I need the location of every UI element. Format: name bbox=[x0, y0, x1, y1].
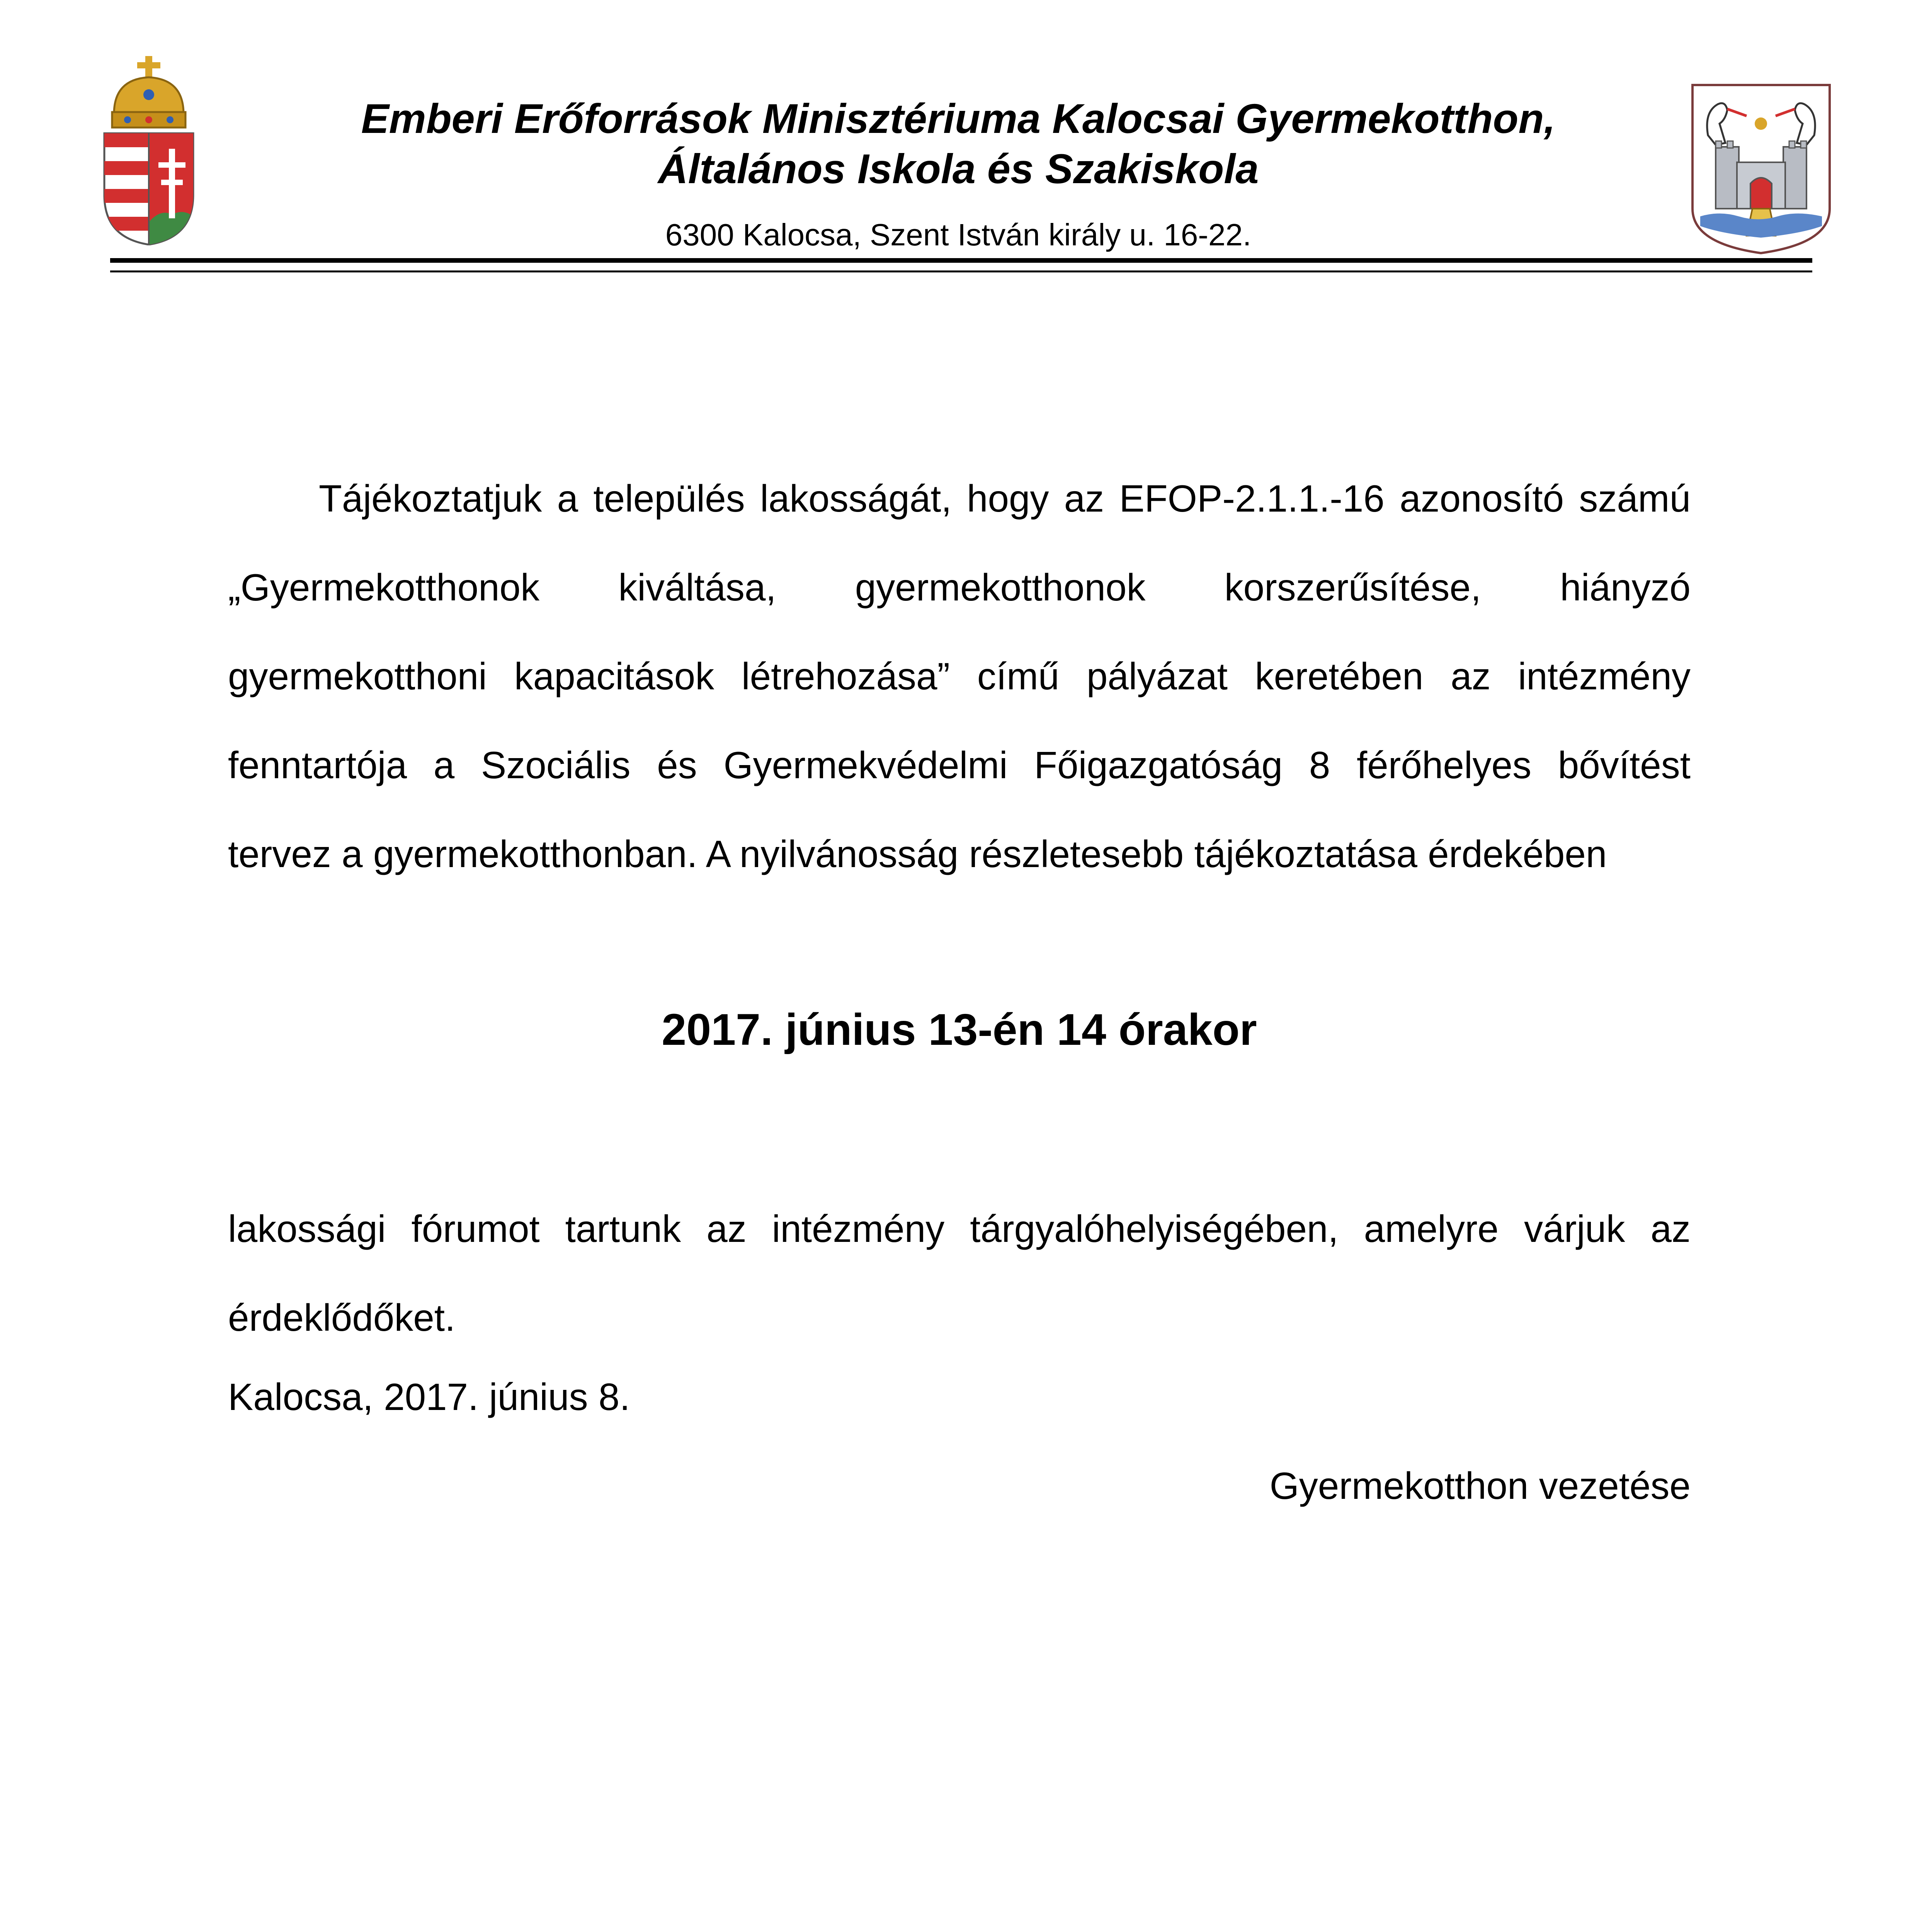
institution-title-line-1: Emberi Erőforrások Minisztériuma Kalocsai Gyermekotthon, bbox=[361, 95, 1556, 142]
paragraph-line: fenntartója a Szociális és Gyermekvédelmi Főigazgatóság 8 férőhelyes bővítést bbox=[228, 744, 1691, 786]
institution-title-line-2: Általános Iskola és Szakiskola bbox=[658, 145, 1259, 192]
paragraph-line: tervez a gyermekotthonban. A nyilvánosság részletesebb tájékoztatása érdekében bbox=[228, 833, 1607, 875]
forum-paragraph bbox=[228, 1184, 1691, 1362]
kalocsa-coat-of-arms-icon bbox=[1689, 81, 1834, 255]
header-divider-thin bbox=[110, 270, 1812, 272]
signature: Gyermekotthon vezetése bbox=[1269, 1464, 1691, 1507]
paragraph-line: gyermekotthoni kapacitások létrehozása” című pályázat keretében az intézmény bbox=[228, 655, 1691, 697]
hungarian-coat-of-arms-icon bbox=[99, 56, 199, 245]
header-divider-thick bbox=[110, 258, 1812, 263]
paragraph-line: „Gyermekotthonok kiváltása, gyermekotthonok korszerűsítése, hiányzó bbox=[228, 566, 1691, 609]
institution-address: 6300 Kalocsa, Szent István király u. 16-22. bbox=[665, 218, 1252, 252]
paragraph-line: érdeklődőket. bbox=[228, 1296, 456, 1339]
paragraph-line: Tájékoztatjuk a település lakosságát, hogy az EFOP-2.1.1.-16 azonosító számú bbox=[319, 477, 1691, 520]
paragraph-line: lakossági fórumot tartunk az intézmény tárgyalóhelyiségében, amelyre várjuk az bbox=[228, 1208, 1691, 1250]
announcement-paragraph bbox=[228, 454, 1691, 898]
event-datetime: 2017. június 13-én 14 órakor bbox=[662, 1005, 1257, 1054]
place-and-date: Kalocsa, 2017. június 8. bbox=[228, 1376, 630, 1418]
